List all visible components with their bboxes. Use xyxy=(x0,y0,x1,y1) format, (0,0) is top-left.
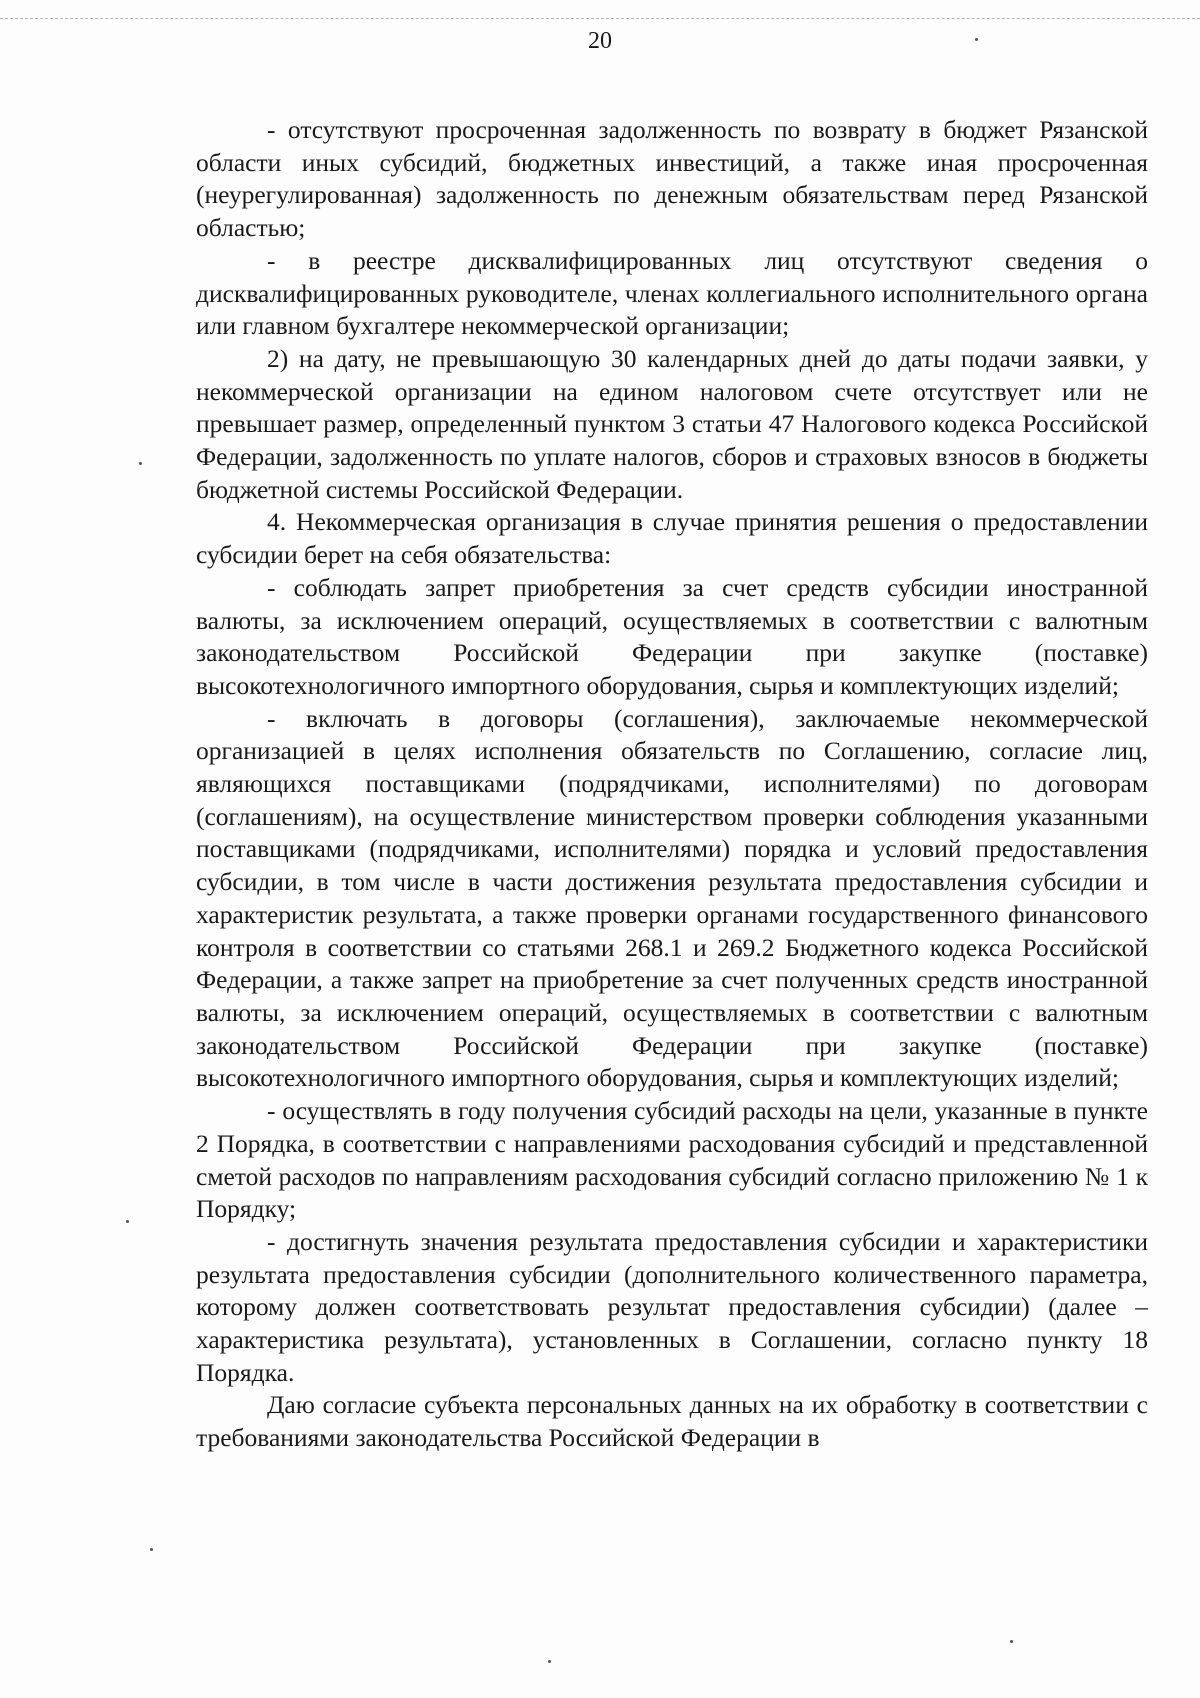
scan-speck xyxy=(975,38,978,41)
paragraph: - отсутствуют просроченная задолженность по возврату в бюджет Рязанской области иных субсидий, бюджетных инвестиций, а также иная просроченная (неурегулированная) задолженность по денежным обязательствам перед Рязанской областью; xyxy=(196,115,1148,243)
scan-edge-line xyxy=(0,18,1200,19)
paragraph: - включать в договоры (соглашения), заключаемые некоммерческой организацией в целях исполнения обязательств по Соглашению, согласие лиц, являющихся поставщиками (подрядчиками, исполнителями) по договорам (соглашениям), на осуществление министерством проверки соблюдения указанными поставщиками (подрядчиками, исполнителями) порядка и условий предоставления субсидии, в том числе в части достижения результата предоставления субсидии и характеристик результата, а также проверки органами государственного финансового контроля в соответствии со статьями 268.1 и 269.2 Бюджетного кодекса Российской Федерации, а также запрет на приобретение за счет полученных средств иностранной валюты, за исключением операций, осуществляемых в соответствии с валютным законодательством Российской Федерации при закупке (поставке) высокотехнологичного импортного оборудования, сырья и комплектующих изделий; xyxy=(196,703,1148,1093)
paragraph: - в реестре дисквалифицированных лиц отсутствуют сведения о дисквалифицированных руководителе, членах коллегиального исполнительного органа или главном бухгалтере некоммерческой организации; xyxy=(196,245,1148,341)
paragraph: 2) на дату, не превышающую 30 календарных дней до даты подачи заявки, у некоммерческой организации на едином налоговом счете отсутствует или не превышает размер, определенный пунктом 3 статьи 47 Налогового кодекса Российской Федерации, задолженность по уплате налогов, сборов и страховых взносов в бюджеты бюджетной системы Российской Федерации. xyxy=(196,343,1148,504)
scan-speck xyxy=(139,462,142,465)
paragraph: - осуществлять в году получения субсидий расходы на цели, указанные в пункте 2 Порядка, в соответствии с направлениями расходования субсидий и представленной сметой расходов по направлениям расходования субсидий согласно приложению № 1 к Порядку; xyxy=(196,1096,1148,1224)
scan-speck xyxy=(548,1660,551,1663)
paragraph: - соблюдать запрет приобретения за счет средств субсидии иностранной валюты, за исключением операций, осуществляемых в соответствии с валютным законодательством Российской Федерации при закупке (поставке) высокотехнологичного импортного оборудования, сырья и комплектующих изделий; xyxy=(196,572,1148,700)
scan-speck xyxy=(126,1220,129,1223)
page-number: 20 xyxy=(588,28,612,54)
document-body xyxy=(196,114,1148,1455)
scan-speck xyxy=(150,1548,153,1551)
paragraph: - достигнуть значения результата предоставления субсидии и характеристики результата предоставления субсидии (дополнительного количественного параметра, которому должен соответствовать результат предоставления субсидии) (далее – характеристика результата), установленных в Соглашении, согласно пункту 18 Порядка. xyxy=(196,1226,1148,1387)
paragraph: Даю согласие субъекта персональных данных на их обработку в соответствии с требованиями законодательства Российской Федерации в xyxy=(196,1390,1148,1453)
paragraph: 4. Некоммерческая организация в случае принятия решения о предоставлении субсидии берет на себя обязательства: xyxy=(196,507,1148,570)
scan-speck xyxy=(1010,1640,1013,1643)
